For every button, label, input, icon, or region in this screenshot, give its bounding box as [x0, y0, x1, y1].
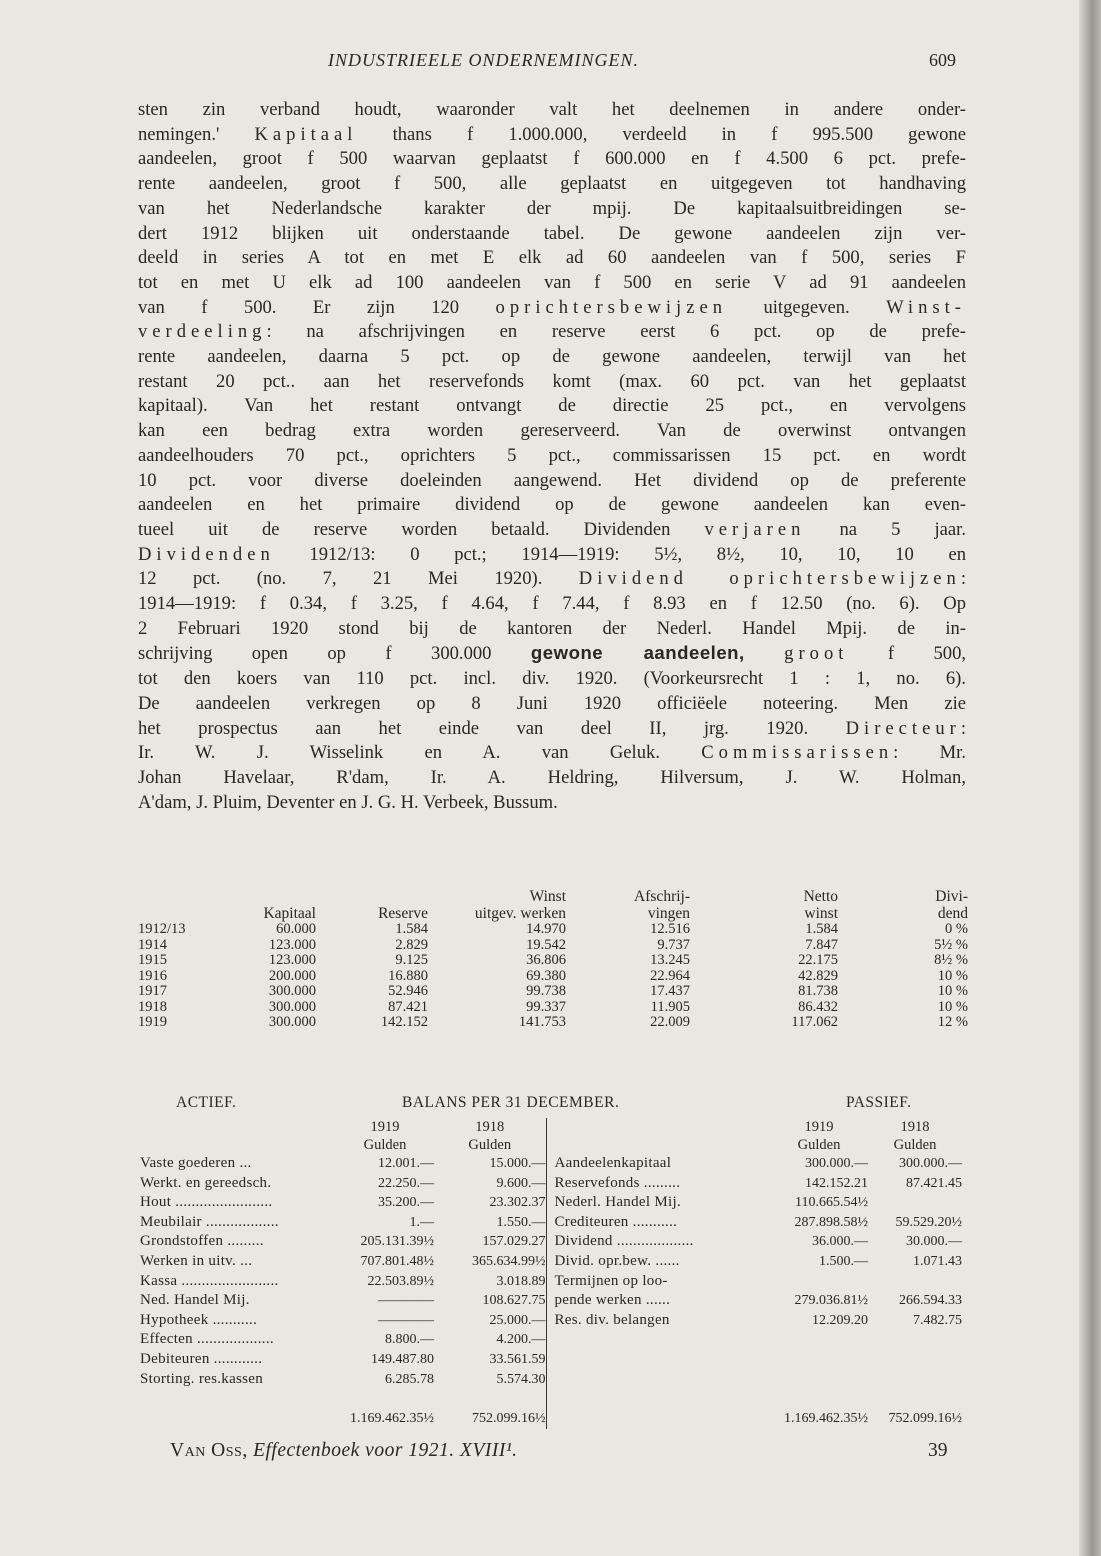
- text-line: tot den koers van 110 pct. incl. div. 1920. (Voorkeursrecht 1 : 1, no. 6).: [138, 668, 966, 690]
- liability-value-1918: 59.529.20½: [895, 1214, 962, 1230]
- text-line: kapitaal). Van het restant ontvangt de directie 25 pct., en vervolgens: [138, 395, 966, 417]
- asset-value-1919: 22.250.—: [378, 1175, 434, 1191]
- page-header: [0, 46, 1101, 76]
- balance-row: [140, 1154, 962, 1174]
- balance-column-header-row: [140, 1136, 962, 1154]
- text-line: verdeeling: na afschrijvingen en reserve eerst 6 pct. op de prefe-: [138, 321, 966, 343]
- asset-value-1918: 108.627.75: [482, 1293, 546, 1309]
- table-cell: 117.062: [791, 1014, 838, 1030]
- balance-heading: [140, 1094, 962, 1118]
- text-line: deeld in series A tot en met E elk ad 60 aandeelen van f 500, series F: [138, 247, 966, 269]
- liability-value-1918: 87.421.45: [906, 1175, 962, 1191]
- asset-label: Effecten ...................: [140, 1331, 274, 1348]
- table-cell: 99.337: [526, 998, 566, 1015]
- table-cell: 19.542: [526, 936, 566, 953]
- table-cell: 200.000: [268, 967, 316, 984]
- text-line: Johan Havelaar, R'dam, Ir. A. Heldring, Hilversum, J. W. Holman,: [138, 766, 966, 788]
- table-cell: 123.000: [268, 952, 316, 968]
- text-line: sten zin verband houdt, waaronder valt het deelnemen in andere onder-: [138, 99, 966, 120]
- column-header: Afschrij- vingen: [634, 888, 690, 922]
- total-liabilities-1918: 752.099.16½: [888, 1411, 962, 1427]
- table-cell: 22.175: [798, 952, 838, 968]
- table-cell: 300.000: [268, 983, 316, 999]
- asset-value-1918: 3.018.89: [496, 1273, 546, 1289]
- balance-row: [140, 1370, 962, 1390]
- spacer-cell: [140, 1118, 336, 1136]
- text-line: 1914—1919: f 0.34, f 3.25, f 4.64, f 7.44, f 8.93 en f 12.50 (no. 6). Op: [138, 593, 966, 615]
- table-row: [138, 1000, 968, 1016]
- text-line: tot en met U elk ad 100 aandeelen van f 500 en serie V ad 91 aandeelen: [138, 271, 966, 293]
- asset-label: Grondstoffen .........: [140, 1233, 264, 1250]
- liability-label: Termijnen op loo-: [546, 1272, 770, 1292]
- liability-label: [546, 1350, 770, 1370]
- table-row: [138, 969, 968, 985]
- liability-value-1918: [868, 1350, 962, 1370]
- spaced-emphasis: oprichtersbewijzen: [495, 296, 728, 318]
- total-assets-1918: 752.099.16½: [472, 1411, 546, 1427]
- table-row: [138, 953, 968, 969]
- text-line: schrijving open op f 300.000 gewone aandeelen, groot f 500,: [138, 642, 967, 665]
- asset-value-1918: 1.550.—: [496, 1214, 546, 1230]
- spacer-cell: [546, 1118, 770, 1136]
- spaced-emphasis: verdeeling: [138, 321, 267, 343]
- asset-value-1919: 8.800.—: [385, 1332, 434, 1348]
- spaced-emphasis: Directeur: [845, 717, 961, 739]
- asset-value-1919: 205.131.39½: [360, 1234, 434, 1250]
- liability-label: [546, 1330, 770, 1350]
- asset-label: Werkt. en gereedsch.: [140, 1174, 272, 1191]
- table-cell: 17.437: [650, 983, 690, 999]
- asset-label: Vaste goederen ...: [140, 1155, 252, 1171]
- text-line: van het Nederlandsche karakter der mpij. De kapitaalsuitbreidingen se-: [138, 197, 966, 219]
- total-assets-1919: 1.169.462.35½: [350, 1411, 434, 1427]
- balance-row: [140, 1272, 962, 1292]
- table-row: [138, 922, 968, 938]
- liability-value-1918: 1.071.43: [913, 1253, 962, 1269]
- asset-value-1919: 1.—: [409, 1214, 434, 1230]
- column-header: 1919: [804, 1119, 834, 1135]
- text-line: Ir. W. J. Wisselink en A. van Geluk. Commissarissen: Mr.: [138, 742, 966, 764]
- balance-sheet: [140, 1094, 962, 1429]
- asset-value-1918: 23.302.37: [489, 1195, 546, 1211]
- asset-value-1919: ————: [378, 1293, 434, 1309]
- spaced-emphasis: Kapitaal: [254, 123, 358, 145]
- liability-value-1919: 279.036.81½: [794, 1293, 868, 1309]
- table-row: [138, 938, 968, 954]
- asset-value-1918: 25.000.—: [489, 1312, 546, 1328]
- text-line: aandeelen en het primaire dividend op de gewone aandeelen kan even-: [138, 494, 966, 516]
- spacer-cell: [546, 1389, 770, 1429]
- column-header: Kapitaal: [263, 905, 316, 922]
- column-header: Gulden: [893, 1137, 937, 1153]
- column-header: Winst uitgev. werken: [474, 888, 566, 922]
- liability-label: pende werken ......: [546, 1291, 770, 1311]
- table-cell: 7.847: [805, 936, 838, 953]
- table-cell: 22.964: [650, 967, 690, 984]
- liability-value-1919: 300.000.—: [805, 1156, 868, 1171]
- balance-row: [140, 1232, 962, 1252]
- row-year: 1918: [138, 998, 167, 1015]
- table-cell: 300.000: [268, 998, 316, 1015]
- spacer-cell: [140, 1389, 336, 1429]
- balance-column-header-row: [140, 1118, 962, 1136]
- liability-label: Reservefonds .........: [546, 1174, 770, 1194]
- balance-total-row: [140, 1389, 962, 1429]
- text-line: aandeelhouders 70 pct., oprichters 5 pct., commissarissen 15 pct. en wordt: [138, 444, 966, 466]
- text-line: 2 Februari 1920 stond bij de kantoren der Nederl. Handel Mpij. de in-: [138, 617, 966, 639]
- table-cell: 36.806: [526, 952, 566, 968]
- column-header: [138, 888, 196, 922]
- text-line: rente aandeelen, groot f 500, alle geplaatst en uitgegeven tot handhaving: [138, 173, 966, 195]
- asset-label: Hout ........................: [140, 1194, 273, 1211]
- liability-value-1918: [868, 1330, 962, 1350]
- asset-value-1918: 9.600.—: [496, 1175, 546, 1191]
- asset-value-1918: 15.000.—: [489, 1156, 546, 1171]
- row-year: 1916: [138, 967, 167, 984]
- sheet-number: 39: [928, 1440, 948, 1461]
- table-cell: 81.738: [798, 983, 838, 999]
- column-header: Gulden: [363, 1137, 407, 1153]
- table-cell: 5½ %: [934, 936, 968, 953]
- column-header: Divi- dend: [935, 888, 968, 922]
- spaced-emphasis: groot: [784, 643, 849, 665]
- body-paragraph: [138, 98, 966, 815]
- text-line: De aandeelen verkregen op 8 Juni 1920 officiëele noteering. Men zie: [138, 692, 966, 714]
- liability-value-1919: 36.000.—: [812, 1234, 868, 1250]
- asset-value-1918: 4.200.—: [496, 1332, 546, 1348]
- table-cell: 11.905: [650, 998, 690, 1015]
- asset-value-1919: 149.487.80: [371, 1351, 434, 1367]
- spaced-emphasis: verjaren: [704, 518, 806, 540]
- table-cell: 86.432: [798, 998, 838, 1015]
- volume-number: XVIII¹.: [460, 1440, 518, 1461]
- asset-value-1918: 33.561.59: [489, 1351, 546, 1367]
- liability-value-1919: 1.500.—: [819, 1253, 868, 1269]
- text-line: het prospectus aan het einde van deel II, jrg. 1920. Directeur:: [138, 717, 966, 739]
- column-header: 1919: [370, 1119, 400, 1135]
- balance-row: [140, 1193, 962, 1213]
- book-title: Effectenboek voor 1921.: [253, 1440, 455, 1461]
- actief-label: ACTIEF.: [176, 1094, 237, 1111]
- text-line: aandeelen, groot f 500 waarvan geplaatst f 600.000 en f 4.500 6 pct. prefe-: [138, 148, 966, 170]
- liability-value-1918: [868, 1370, 962, 1390]
- table-row: [138, 984, 968, 1000]
- liability-label: Divid. opr.bew. ......: [546, 1252, 770, 1272]
- row-year: 1915: [138, 952, 167, 968]
- table-cell: 10 %: [937, 967, 968, 984]
- column-header: Netto winst: [803, 888, 838, 922]
- table-cell: 8½ %: [934, 952, 968, 968]
- asset-value-1919: 35.200.—: [378, 1195, 434, 1211]
- liability-value-1919: 142.152.21: [805, 1175, 868, 1191]
- passief-label: PASSIEF.: [846, 1094, 912, 1111]
- text-line: restant 20 pct.. aan het reservefonds komt (max. 60 pct. van het geplaatst: [138, 370, 966, 392]
- liability-label: [546, 1370, 770, 1390]
- liability-label: Dividend ...................: [546, 1232, 770, 1252]
- balance-row: [140, 1213, 962, 1233]
- text-line: rente aandeelen, daarna 5 pct. op de gewone aandeelen, terwijl van het: [138, 346, 966, 368]
- liability-value-1919: [770, 1330, 868, 1350]
- liability-value-1919: [770, 1350, 868, 1370]
- table-cell: 13.245: [650, 952, 690, 968]
- spaced-emphasis: Dividend oprichtersbewijzen: [578, 568, 961, 590]
- spaced-emphasis: Dividenden: [138, 543, 275, 565]
- liability-value-1918: 7.482.75: [913, 1312, 962, 1328]
- table-cell: 12.516: [650, 921, 690, 937]
- page-number: 609: [929, 50, 956, 70]
- running-title: INDUSTRIEELE ONDERNEMINGEN.: [328, 50, 639, 70]
- liability-value-1918: 266.594.33: [899, 1293, 962, 1309]
- column-header: 1918: [475, 1119, 505, 1135]
- asset-value-1919: 12.001.—: [378, 1156, 434, 1171]
- table-cell: 9.737: [657, 936, 690, 953]
- spacer-cell: [140, 1136, 336, 1154]
- total-liabilities-1919: 1.169.462.35½: [784, 1411, 868, 1427]
- asset-label: Kassa ........................: [140, 1272, 279, 1289]
- table-cell: 10 %: [937, 998, 968, 1015]
- table-cell: 99.738: [526, 983, 566, 999]
- text-line: nemingen.' Kapitaal thans f 1.000.000, verdeeld in f 995.500 gewone: [138, 123, 966, 145]
- balance-row: [140, 1330, 962, 1350]
- asset-label: Meubilair ..................: [140, 1213, 279, 1230]
- table-cell: 300.000: [268, 1014, 316, 1030]
- row-year: 1917: [138, 983, 167, 999]
- table-cell: 123.000: [268, 936, 316, 953]
- table-cell: 141.753: [518, 1014, 566, 1030]
- text-line: A'dam, J. Pluim, Deventer en J. G. H. Verbeek, Bussum.: [138, 791, 558, 813]
- asset-label: Debiteuren ............: [140, 1350, 263, 1367]
- asset-label: Hypotheek ...........: [140, 1311, 258, 1328]
- table-cell: 12 %: [937, 1014, 968, 1030]
- balance-table: [140, 1118, 962, 1429]
- row-year: 1912/13: [138, 921, 186, 937]
- liability-value-1918: 300.000.—: [899, 1156, 962, 1171]
- liability-value-1919: 287.898.58½: [794, 1214, 868, 1230]
- asset-value-1919: 707.801.48½: [360, 1253, 434, 1269]
- column-header: Reserve: [378, 905, 428, 922]
- page-footer: [0, 1440, 1101, 1470]
- balance-row: [140, 1174, 962, 1194]
- row-year: 1914: [138, 936, 167, 953]
- table-cell: 52.946: [388, 983, 428, 999]
- balance-row: [140, 1252, 962, 1272]
- footer-citation: [170, 1440, 518, 1462]
- asset-value-1918: 157.029.27: [482, 1234, 546, 1250]
- table-cell: 0 %: [945, 921, 968, 937]
- text-line: tueel uit de reserve worden betaald. Dividenden verjaren na 5 jaar.: [138, 518, 966, 540]
- table-cell: 42.829: [798, 967, 838, 984]
- liability-label: Aandeelenkapitaal: [546, 1154, 770, 1174]
- table-cell: 69.380: [526, 967, 566, 984]
- table-cell: 87.421: [388, 998, 428, 1015]
- liability-value-1919: [770, 1272, 868, 1292]
- table-cell: 2.829: [395, 936, 428, 953]
- text-line: kan een bedrag extra worden gereserveerd. Van de overwinst ontvangen: [138, 420, 966, 442]
- table-cell: 142.152: [380, 1014, 428, 1030]
- balance-row: [140, 1350, 962, 1370]
- balance-row: [140, 1291, 962, 1311]
- text-line: van f 500. Er zijn 120 oprichtersbewijzen uitgegeven. Winst-: [138, 296, 966, 318]
- liability-value-1918: [868, 1272, 962, 1292]
- asset-value-1919: 6.285.78: [385, 1371, 434, 1387]
- asset-value-1919: 22.503.89½: [367, 1273, 434, 1289]
- table-cell: 1.584: [805, 921, 838, 937]
- asset-value-1918: 5.574.30: [496, 1371, 546, 1387]
- table-cell: 1.584: [395, 921, 428, 937]
- liability-label: Crediteuren ...........: [546, 1213, 770, 1233]
- text-line: 12 pct. (no. 7, 21 Mei 1920). Dividend oprichtersbewijzen:: [138, 568, 967, 590]
- table-cell: 14.970: [526, 921, 566, 937]
- asset-value-1919: ————: [378, 1312, 434, 1328]
- text-line: Dividenden 1912/13: 0 pct.; 1914—1919: 5½, 8½, 10, 10, 10 en: [138, 543, 966, 565]
- liability-label: Nederl. Handel Mij.: [546, 1193, 770, 1213]
- table-row: [138, 1015, 968, 1031]
- table-cell: 10 %: [937, 983, 968, 999]
- spacer-cell: [546, 1136, 770, 1154]
- spaced-emphasis: Commissarissen: [701, 742, 894, 764]
- balance-title: BALANS PER 31 DECEMBER.: [402, 1094, 620, 1111]
- table-cell: 22.009: [650, 1014, 690, 1030]
- spaced-emphasis: Winst-: [886, 296, 966, 318]
- asset-label: Ned. Handel Mij.: [140, 1292, 250, 1309]
- table-cell: 60.000: [276, 921, 316, 937]
- balance-row: [140, 1311, 962, 1331]
- column-header: Gulden: [468, 1137, 512, 1153]
- liability-value-1919: 110.665.54½: [795, 1195, 868, 1211]
- publisher: Van Oss,: [170, 1440, 248, 1461]
- table-cell: 16.880: [388, 967, 428, 984]
- liability-value-1919: [770, 1370, 868, 1390]
- results-table-header: [138, 888, 968, 922]
- asset-label: Storting. res.kassen: [140, 1370, 264, 1387]
- liability-value-1918: [868, 1193, 962, 1213]
- row-year: 1919: [138, 1014, 167, 1030]
- text-line: 10 pct. voor diverse doeleinden aangewend. Het dividend op de preferente: [138, 469, 966, 491]
- table-cell: 9.125: [395, 952, 428, 968]
- column-header: 1918: [900, 1119, 930, 1135]
- text-line: dert 1912 blijken uit onderstaande tabel. De gewone aandeelen zijn ver-: [138, 222, 966, 244]
- page-edge-shadow: [1079, 0, 1101, 1556]
- liability-value-1919: 12.209.20: [812, 1312, 868, 1328]
- liability-value-1918: 30.000.—: [906, 1234, 962, 1250]
- asset-label: Werken in uitv. ...: [140, 1252, 253, 1269]
- column-header: Gulden: [797, 1137, 841, 1153]
- liability-label: Res. div. belangen: [546, 1311, 770, 1331]
- bold-emphasis: gewone aandeelen,: [530, 642, 745, 664]
- asset-value-1918: 365.634.99½: [472, 1253, 546, 1269]
- results-table: [138, 888, 968, 1031]
